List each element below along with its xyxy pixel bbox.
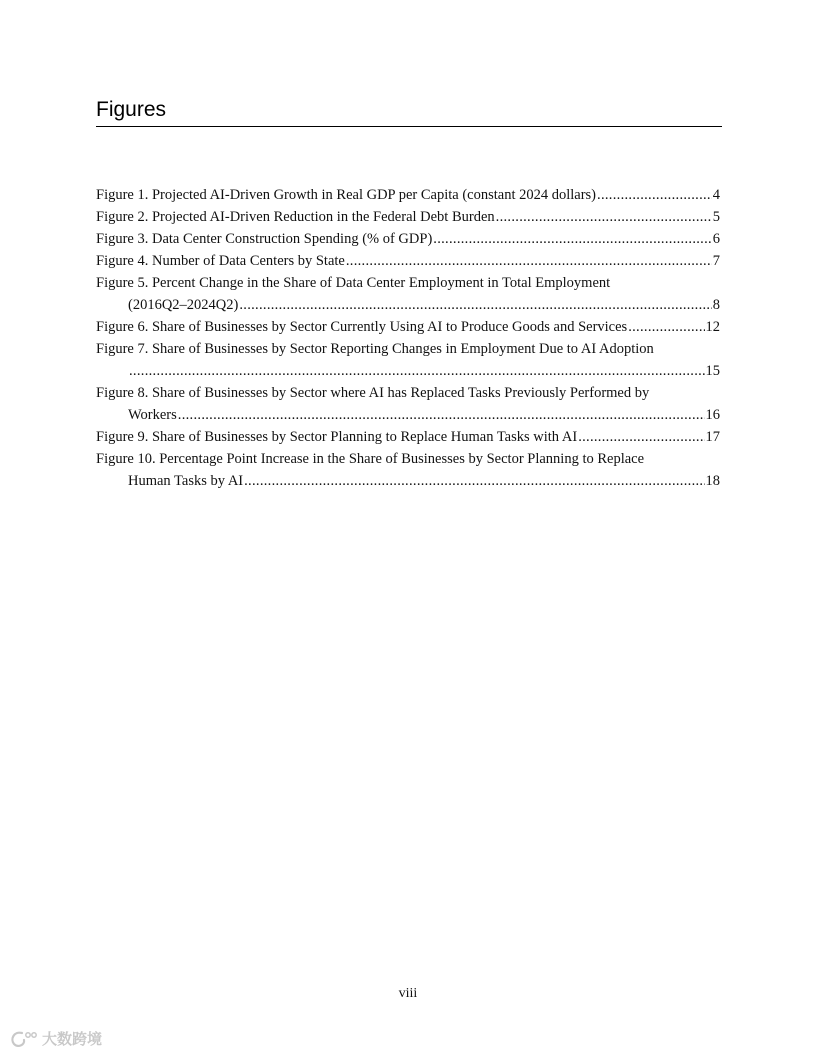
watermark-text: 大数跨境 [42, 1030, 103, 1048]
page-heading: Figures [96, 96, 722, 127]
toc-entry-title: Figure 5. Percent Change in the Share of Data Center Employment in Total Employment [96, 275, 611, 291]
dot-leader [597, 184, 712, 206]
dot-leader [628, 316, 704, 338]
toc-entry[interactable] [96, 206, 720, 228]
toc-entry[interactable] [96, 448, 720, 492]
toc-entry-title: Figure 3. Data Center Construction Spending (% of GDP) [96, 231, 433, 247]
toc-entry[interactable] [96, 228, 720, 250]
toc-entry[interactable] [96, 250, 720, 272]
toc-entry[interactable] [96, 338, 720, 382]
toc-entry-title: Figure 4. Number of Data Centers by State [96, 253, 345, 269]
toc-entry[interactable] [96, 426, 720, 448]
toc-entry-title: Figure 2. Projected AI-Driven Reduction in the Federal Debt Burden [96, 209, 495, 225]
toc-entry-page: 7 [712, 253, 720, 269]
toc-entry-page: 17 [705, 429, 720, 445]
toc-entry-page: 15 [705, 363, 720, 379]
dot-leader [578, 426, 704, 448]
toc-entry-page: 4 [712, 187, 720, 203]
toc-entry-title-continued: Workers [128, 407, 177, 423]
toc-entry[interactable] [96, 316, 720, 338]
toc-entry-title: Figure 10. Percentage Point Increase in the Share of Businesses by Sector Planning to Replace [96, 451, 645, 467]
toc-entry-title: Figure 7. Share of Businesses by Sector Reporting Changes in Employment Due to AI Adoption [96, 341, 654, 357]
watermark-swirl-icon [8, 1029, 38, 1049]
toc-entry-page: 5 [712, 209, 720, 225]
dot-leader [239, 294, 711, 316]
dot-leader [496, 206, 712, 228]
watermark-logo [8, 1028, 102, 1049]
toc-entry-title: Figure 8. Share of Businesses by Sector where AI has Replaced Tasks Previously Performed by [96, 385, 650, 401]
page-number: viii [398, 986, 418, 1001]
toc-entry-page: 8 [712, 297, 720, 313]
dot-leader [178, 404, 705, 426]
dot-leader [346, 250, 712, 272]
toc-entry-title-continued: Human Tasks by AI [128, 473, 244, 489]
toc-entry[interactable] [96, 382, 720, 426]
toc-entry-title-continued: (2016Q2–2024Q2) [128, 297, 239, 313]
toc-entry-page: 18 [705, 473, 720, 489]
toc-entry-page: 16 [705, 407, 720, 423]
dot-leader [129, 360, 705, 382]
toc-entry-page: 12 [705, 319, 720, 335]
toc-entry-title: Figure 6. Share of Businesses by Sector Currently Using AI to Produce Goods and Services [96, 319, 628, 335]
list-of-figures [96, 184, 720, 492]
dot-leader [433, 228, 711, 250]
toc-entry-title: Figure 9. Share of Businesses by Sector Planning to Replace Human Tasks with AI [96, 429, 578, 445]
dot-leader [244, 470, 704, 492]
toc-entry[interactable] [96, 272, 720, 316]
toc-entry-page: 6 [712, 231, 720, 247]
toc-entry-title: Figure 1. Projected AI-Driven Growth in Real GDP per Capita (constant 2024 dollars) [96, 187, 597, 203]
toc-entry[interactable] [96, 184, 720, 206]
